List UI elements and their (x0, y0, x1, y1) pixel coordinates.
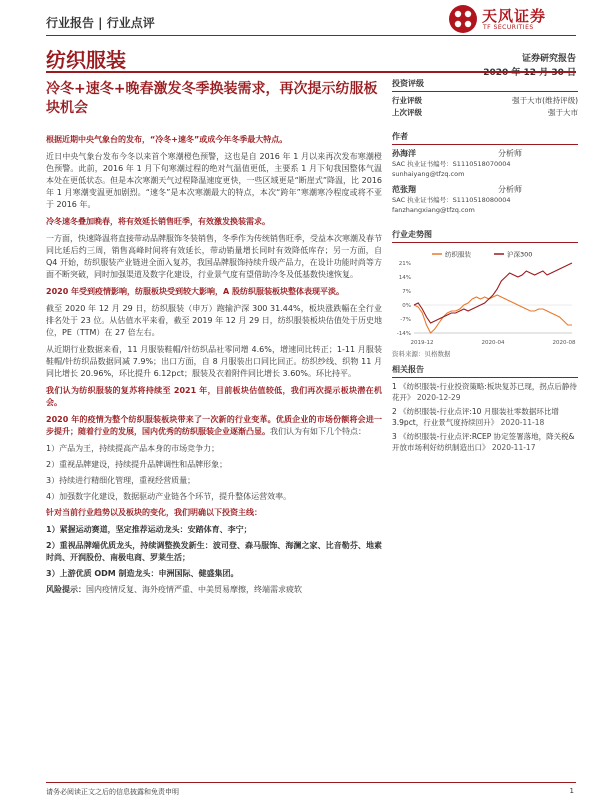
paragraph-tail: 我们认为有如下几个特点： (270, 427, 366, 436)
page-number: 1 (569, 787, 574, 795)
author-name: 范张翔 (392, 185, 416, 194)
y-tick-label: -14% (396, 331, 411, 337)
section-heading: 根据近期中央气象台的发布，“冷冬+速冬”或成今年冬季最大特点。 (46, 135, 288, 144)
related-report-item[interactable] (392, 431, 578, 453)
y-tick-label: 7% (402, 289, 411, 295)
main-body (46, 134, 382, 601)
industry-rating-value: 强于大市(维持评级) (512, 96, 578, 105)
top-bar (46, 6, 576, 36)
series-line (414, 295, 572, 333)
y-tick-label: 14% (398, 275, 411, 281)
last-rating-value: 强于大市 (548, 108, 578, 117)
related-report-date: 2020-12-29 (416, 393, 461, 402)
breadcrumb: 行业报告 | 行业点评 (46, 16, 155, 30)
series-line (414, 263, 572, 323)
author-cert: SAC 执业证书编号：S1110518080004 (392, 196, 511, 204)
related-report-title: 1 《纺织服装-行业投资策略:板块复苏已现，拐点后静待花开》 (392, 382, 577, 402)
paragraph: 截至 2020 年 12 月 29 日，纺织服装（申万）跑输沪深 300 31.44%，板块涨跌幅在全行业排名处于 23 位。从估值水平来看，截至 2019 年 12 月 29 日，纺织服装板块估值处于历史地位，PE（TTM）在 27 倍左右。 (46, 304, 382, 337)
chart-source: 资料来源：贝格数据 (392, 350, 451, 358)
industry-trend-chart (392, 247, 578, 347)
sidebar (392, 78, 578, 456)
author-cert: SAC 执业证书编号：S1110518070004 (392, 160, 511, 168)
section-heading: 针对当前行业趋势以及板块的变化，我们明确以下投资主线： (46, 508, 262, 517)
x-tick-label: 2020-08 (552, 340, 576, 346)
author-name-row (392, 149, 522, 159)
related-report-date: 2020-11-17 (491, 443, 536, 452)
list-item: 3）上游优质 ODM 制造龙头：申洲国际、健盛集团。 (46, 569, 239, 578)
legend-label: 纺织服装 (445, 250, 471, 259)
logo-name: 天风证券 (482, 7, 547, 25)
list-item: 3）持续进行精细化管理，重视经营质量； (46, 476, 196, 485)
report-date: 2020 年 12 月 30 日 (483, 68, 576, 78)
list-item: 4）加强数字化建设，数据驱动产业链各个环节，提升整体运营效率。 (46, 492, 292, 501)
author-email[interactable]: fanzhangxiang@tfzq.com (392, 206, 475, 214)
author-title: 分析师 (498, 149, 522, 158)
investment-picks (46, 524, 382, 580)
related-report-date: 2020-11-18 (500, 418, 545, 427)
author-card (392, 185, 578, 215)
industry-rating-label: 行业评级 (392, 96, 422, 105)
list-item: 1）紧握运动赛道，坚定推荐运动龙头：安踏体育、李宁； (46, 525, 252, 534)
paragraph: 一方面，快速降温将直接带动品牌服饰冬装销售，冬季作为传统销售旺季，受益本次寒潮及春节同比延后约三周，销售高峰时间将有效延长，带动销量增长同时有效降低库存；另一方面，自 Q4 开始，纺织服装产业链进全面入复苏，我国品牌服饰持续升级产品力，在设计功能时尚等方面不断突破，同时加强渠道及数字化建设，行业景气度有望借助冷冬及低基数快速恢复。 (46, 234, 382, 279)
list-item: 1）产品为王，持续提高产品本身的市场竞争力； (46, 444, 220, 453)
related-report-title: 2 《纺织服装-行业点评:10 月服装社零数据环比增 3.9pct，行业景气度持续回升》 (392, 407, 559, 427)
section-heading: 冷冬速冬叠加晚春，将有效延长销售旺季，有效激发换装需求。 (46, 217, 270, 226)
related-report-item[interactable] (392, 381, 578, 403)
related-report-title: 3 《纺织服装-行业点评:RCEP 协定签署落地，降关税&开放市场利好纺织制造出口》 (392, 432, 575, 452)
legend-label: 沪深300 (507, 250, 533, 259)
company-logo (448, 4, 576, 36)
related-report-item[interactable] (392, 406, 578, 428)
footer-divider (46, 782, 576, 783)
list-item: 2）重视品牌建设，持续提升品牌调性和品牌形象； (46, 460, 228, 469)
y-tick-label: -7% (400, 317, 411, 323)
sector-title: 纺织服装 (46, 48, 126, 72)
paragraph: 从近期行业数据来看，11 月服装鞋帽/针纺织品社零同增 4.6%，增速同比转正；1-11 月服装鞋帽/针纺织品数据同减 7.9%；出口方面，自 8 月服装出口同比回正。纺织纱线、织物 11 月同比增长 20.96%，环比提升 6.12pct；服装及衣着附件同比增长 3.60%。环比持平。 (46, 345, 382, 378)
report-headline: 冷冬+速冬+晚春激发冬季换装需求，再次提示纺服板块机会 (46, 81, 378, 116)
logo-subtitle: TF SECURITIES (483, 24, 534, 31)
author-title: 分析师 (498, 185, 522, 194)
section-heading: 我们认为纺织服装的复苏将持续至 2021 年，目前板块估值较低，我们再次提示板块潜在机会。 (46, 386, 382, 407)
y-tick-label: 0% (402, 303, 411, 309)
x-tick-label: 2019-12 (410, 340, 434, 346)
risk-warning (46, 584, 382, 596)
related-section-title: 相关报告 (392, 364, 578, 378)
risk-label: 风险提示： (46, 585, 86, 594)
y-tick-label: 21% (398, 261, 411, 267)
industry-rating-row (392, 95, 578, 107)
author-name-row (392, 185, 522, 195)
footer-disclaimer: 请务必阅读正文之后的信息披露和免责申明 (46, 788, 179, 796)
report-type: 证券研究报告 (521, 54, 576, 64)
x-tick-label: 2020-04 (481, 340, 505, 346)
author-section-title: 作者 (392, 131, 578, 145)
trend-section-title: 行业走势图 (392, 229, 578, 243)
trend-chart-svg (392, 247, 578, 347)
author-name: 孙海洋 (392, 149, 416, 158)
last-rating-row (392, 107, 578, 119)
logo-icon (448, 4, 478, 34)
related-reports (392, 381, 578, 453)
feature-list (46, 443, 382, 503)
author-email[interactable]: sunhaiyang@tfzq.com (392, 170, 465, 178)
list-item: 2）重视品牌端优质龙头，持续调整换发新生：波司登、森马服饰、海澜之家、比音勒芬、地素时尚、开润股份、南极电商、罗莱生活； (46, 541, 382, 562)
rating-section-title: 投资评级 (392, 78, 578, 92)
risk-text: 国内疫情反复、海外疫情严重、中美贸易摩擦，终端需求疲软 (86, 585, 302, 594)
author-card (392, 149, 578, 179)
paragraph-mixed (46, 414, 382, 438)
paragraph: 近日中央气象台发布今冬以来首个寒潮橙色预警，这也是自 2016 年 1 月以来再次发布寒潮橙色预警。此前，2016 年 1 月下旬寒潮过程的绝对气温值更低，主要系 1 月下旬我国整体气温本处在更低状态。但是本次寒潮天气过程降温速度更快，一些区域更是“断崖式”降温，比 2016 年 1 月寒潮变温更加剧烈。“速冬”是本次寒潮最大的特点，本次“跨年”寒潮寒冷程度或将不亚于 2016 年。 (46, 152, 382, 209)
emphasis-text: 2020 年的疫情为整个纺织服装板块带来了一次新的行业变革。优质企业的市场份额将会进一步提升；随着行业的发展，国内优秀的纺织服装企业逐渐凸显。 (46, 415, 382, 436)
last-rating-label: 上次评级 (392, 108, 422, 117)
section-heading: 2020 年受到疫情影响，纺服板块受到较大影响，A 股纺织服装板块整体表现平淡。 (46, 287, 345, 296)
sector-divider (46, 71, 576, 73)
